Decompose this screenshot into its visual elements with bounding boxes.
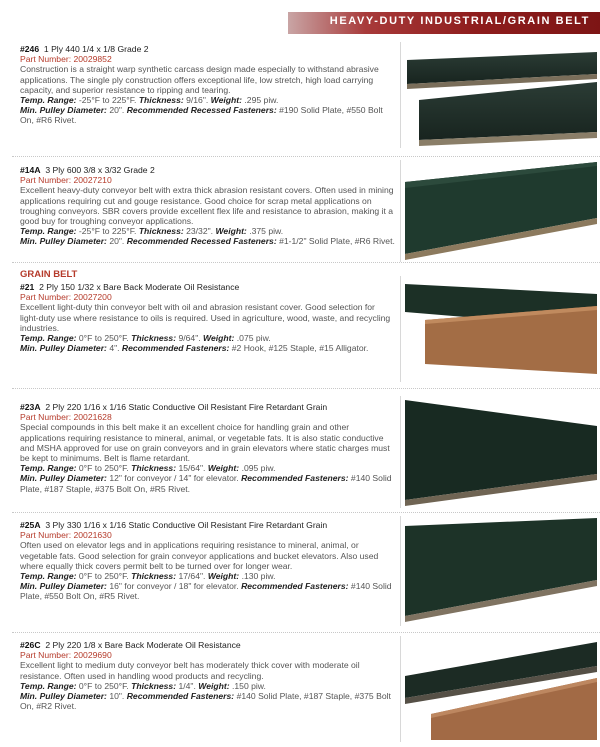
product-code: #25A <box>20 520 41 530</box>
part-number: Part Number: 20021628 <box>20 412 112 423</box>
product-code: #21 <box>20 282 35 292</box>
product-description: Excellent light-duty thin conveyor belt with oil and abrasion resistant cover. Good selection for light-duty use where resistance to oils is required. Used in agriculture, wood, waste, and recycling industries. <box>20 302 391 333</box>
spec-line-2: Min. Pulley Diameter: 20". Recommended Recessed Fasteners: #1-1/2" Solid Plate, #R6 Rivet. <box>20 236 395 247</box>
page-section-title: HEAVY-DUTY INDUSTRIAL/GRAIN BELT <box>329 15 590 27</box>
divider <box>12 512 600 515</box>
belt-photo-21 <box>400 276 600 382</box>
part-number: Part Number: 20029852 <box>20 54 112 65</box>
product-code: #26C <box>20 640 41 650</box>
product-name: 2 Ply 220 1/8 x Bare Back Moderate Oil Resistance <box>45 640 241 650</box>
product-name: 2 Ply 220 1/16 x 1/16 Static Conductive Oil Resistant Fire Retardant Grain <box>45 402 328 412</box>
product-code: #246 <box>20 44 40 54</box>
divider <box>12 632 600 635</box>
product-name: 1 Ply 440 1/4 x 1/8 Grade 2 <box>43 44 149 54</box>
divider <box>12 156 600 159</box>
spec-line-2: Min. Pulley Diameter: 20". Recommended Recessed Fasteners: #190 Solid Plate, #550 Bolt On, #R6 Rivet. <box>20 105 383 126</box>
product-description: Excellent heavy-duty conveyor belt with extra thick abrasion resistant covers. Often used in mining applications requiring cut and gouge resistance. Good choice for scrap metal applications on troughing conveyors. SBR covers provide excellent flex life and resistance to abrasion, making it a good buy for troughing conveyor applications. <box>20 185 394 227</box>
spec-line-1: Temp. Range: 0°F to 250°F. Thickness: 17/64". Weight: .130 piw. <box>20 571 276 582</box>
product-code: #23A <box>20 402 41 412</box>
part-number: Part Number: 20027210 <box>20 175 112 186</box>
belt-photo-246 <box>400 42 600 148</box>
part-number: Part Number: 20027200 <box>20 292 112 303</box>
part-number: Part Number: 20029690 <box>20 650 112 661</box>
spec-line-1: Temp. Range: -25°F to 225°F. Thickness: 23/32". Weight: .375 piw. <box>20 226 284 237</box>
belt-photo-14a <box>400 160 600 262</box>
spec-line-2: Min. Pulley Diameter: 12" for conveyor / 14" for elevator. Recommended Fasteners: #140 Solid Plate, #187 Staple, #375 Bolt On, #R5 Rivet. <box>20 473 392 494</box>
belt-photo-23a <box>400 396 600 508</box>
spec-line-2: Min. Pulley Diameter: 4". Recommended Fasteners: #2 Hook, #125 Staple, #15 Alligator. <box>20 343 369 354</box>
product-description: Special compounds in this belt make it an excellent choice for handling grain and other applications requiring resistance to mineral, animal, or vegetable fats. It is also static conductive and MSHA approved for use on grain conveyors and in grain elevators where static charges must be kept to minimums. Belt is flame retardant. <box>20 422 390 464</box>
product-description: Construction is a straight warp synthetic carcass design made especially to withstand abrasive applications. The single ply construction offers exceptional life, low stretch, high load carrying capacity, and superior resistance to ripping and tearing. <box>20 64 379 95</box>
product-14a <box>20 165 395 247</box>
spec-line-1: Temp. Range: 0°F to 250°F. Thickness: 9/64". Weight: .075 piw. <box>20 333 271 344</box>
section-label-grain-belt: GRAIN BELT <box>20 269 78 280</box>
part-number: Part Number: 20021630 <box>20 530 112 541</box>
spec-line-1: Temp. Range: -25°F to 225°F. Thickness: 9/16". Weight: .295 piw. <box>20 95 279 106</box>
spec-line-2: Min. Pulley Diameter: 16" for conveyor / 18" for elevator. Recommended Fasteners: #140 Solid Plate, #550 Bolt On, #R5 Rivet. <box>20 581 392 602</box>
product-description: Excellent light to medium duty conveyor belt has moderately thick cover with moderate oil resistance. Often used in handling wood products and recycling. <box>20 660 360 681</box>
divider <box>12 262 600 265</box>
belt-photo-26c <box>400 636 600 742</box>
product-21 <box>20 282 395 353</box>
product-246 <box>20 44 395 126</box>
product-code: #14A <box>20 165 41 175</box>
product-description: Often used on elevator legs and in applications requiring resistance to mineral, animal, or vegetable fats. Good selection for grain conveyor applications and bucket elevators. Also used where equally thick covers permit belt to be turned over for longer wear. <box>20 540 379 571</box>
spec-line-1: Temp. Range: 0°F to 250°F. Thickness: 15/64". Weight: .095 piw. <box>20 463 276 474</box>
product-25a <box>20 520 395 602</box>
product-23a <box>20 402 395 494</box>
product-name: 3 Ply 330 1/16 x 1/16 Static Conductive Oil Resistant Fire Retardant Grain <box>45 520 328 530</box>
product-26c <box>20 640 395 711</box>
spec-line-2: Min. Pulley Diameter: 10". Recommended Fasteners: #140 Solid Plate, #187 Staple, #375 Bolt On, #R2 Rivet. <box>20 691 391 712</box>
product-name: 3 Ply 600 3/8 x 3/32 Grade 2 <box>45 165 155 175</box>
divider <box>12 388 600 391</box>
belt-photo-25a <box>400 516 600 626</box>
spec-line-1: Temp. Range: 0°F to 250°F. Thickness: 1/4". Weight: .150 piw. <box>20 680 266 691</box>
product-name: 2 Ply 150 1/32 x Bare Back Moderate Oil Resistance <box>39 282 240 292</box>
